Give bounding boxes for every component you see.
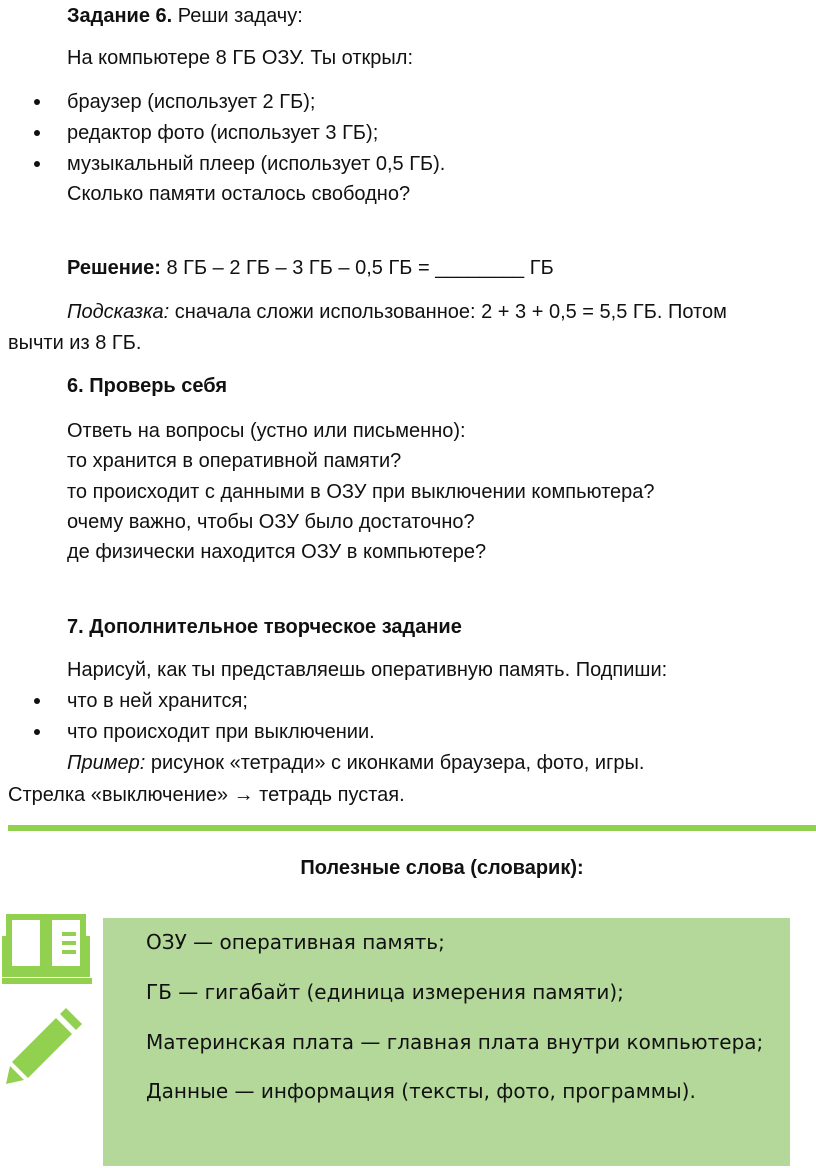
solution-text: 8 ГБ – 2 ГБ – 3 ГБ – 0,5 ГБ = ________ ГБ: [160, 257, 554, 279]
glossary-entry-data: Данные — информация (тексты, фото, программы).: [146, 1079, 696, 1103]
section6-heading: 6. Проверь себя: [67, 375, 228, 397]
glossary-box: [103, 918, 790, 1166]
task6-solution: [67, 256, 554, 280]
section7-example-continued: Стрелка «выключение» → тетрадь пустая.: [8, 784, 405, 806]
solution-label: Решение:: [67, 257, 161, 279]
task6-item-browser: браузер (использует 2 ГБ);: [67, 91, 316, 113]
open-book-icon: [2, 912, 102, 990]
task6-hint: [67, 300, 727, 324]
bullet-dot: [34, 99, 40, 105]
task6-question: Сколько памяти осталось свободно?: [67, 183, 411, 205]
pencil-icon: [6, 1006, 86, 1090]
hint-text: сначала сложи использованное: 2 + 3 + 0,5 = 5,5 ГБ. Потом: [169, 301, 727, 323]
glossary-heading: Полезные слова (словарик):: [300, 857, 584, 879]
section6-question-1: то хранится в оперативной памяти?: [67, 450, 402, 472]
task6-item-music-player: музыкальный плеер (использует 0,5 ГБ).: [67, 153, 446, 175]
section7-heading: 7. Дополнительное творческое задание: [67, 616, 462, 638]
bullet-dot: [34, 698, 40, 704]
example-text: рисунок «тетради» с иконками браузера, фото, игры.: [145, 752, 645, 774]
bullet-dot: [34, 130, 40, 136]
glossary-entry-ozu: ОЗУ — оперативная память;: [146, 930, 445, 954]
section6-question-4: де физически находится ОЗУ в компьютере?: [67, 541, 487, 563]
task6-title: [67, 4, 303, 28]
section6-intro: Ответь на вопросы (устно или письменно):: [67, 420, 466, 442]
section6-question-2: то происходит с данными в ОЗУ при выключении компьютера?: [67, 481, 655, 503]
glossary-entry-gb: ГБ — гигабайт (единица измерения памяти);: [146, 980, 624, 1004]
section6-question-3: очему важно, чтобы ОЗУ было достаточно?: [67, 511, 475, 533]
task6-item-photo-editor: редактор фото (использует 3 ГБ);: [67, 122, 379, 144]
glossary-entry-motherboard: Материнская плата — главная плата внутри компьютера;: [146, 1030, 764, 1054]
task6-title-bold: Задание 6.: [67, 5, 173, 27]
task6-hint-continued: вычти из 8 ГБ.: [8, 332, 142, 354]
bullet-dot: [34, 161, 40, 167]
section7-item-1: что в ней хранится;: [67, 690, 248, 712]
bullet-dot: [34, 729, 40, 735]
section7-item-2: что происходит при выключении.: [67, 721, 375, 743]
section7-example: [67, 751, 644, 775]
section7-intro: Нарисуй, как ты представляешь оперативную память. Подпиши:: [67, 659, 668, 681]
example-label: Пример:: [67, 752, 146, 774]
task6-title-rest: Реши задачу:: [172, 5, 303, 27]
hint-label: Подсказка:: [67, 301, 170, 323]
section-divider: [8, 825, 816, 831]
task6-intro: На компьютере 8 ГБ ОЗУ. Ты открыл:: [67, 47, 413, 69]
